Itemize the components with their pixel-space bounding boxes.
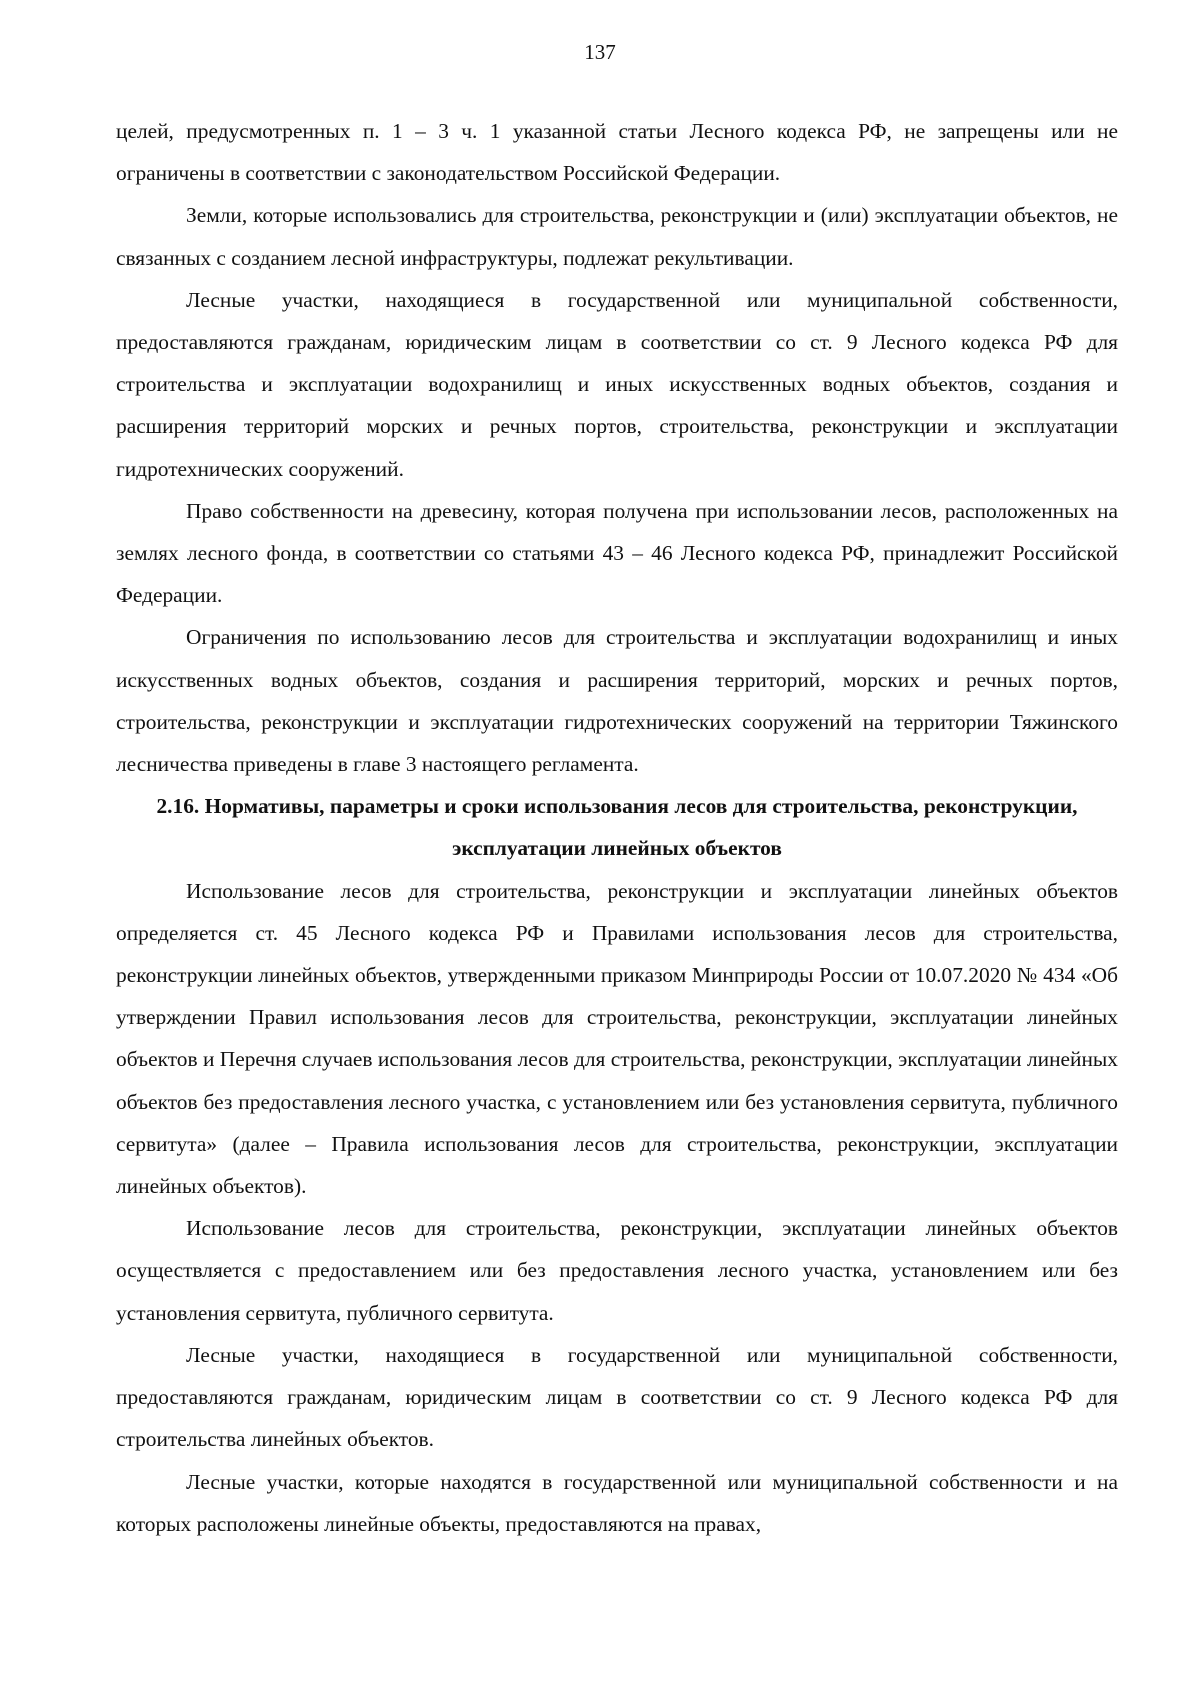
paragraph: Право собственности на древесину, которая получена при использовании лесов, расположенных на землях лесного фонда, в соответствии со статьями 43 – 46 Лесного кодекса РФ, принадлежит Российской Федерации. bbox=[116, 498, 1118, 608]
paragraph: Лесные участки, которые находятся в государственной или муниципальной собственности и на которых расположены линейные объекты, предоставляются на правах, bbox=[116, 1469, 1118, 1536]
paragraph: Лесные участки, находящиеся в государственной или муниципальной собственности, предоставляются гражданам, юридическим лицам в соответствии со ст. 9 Лесного кодекса РФ для строительства и эксплуатации водохранилищ и иных искусственных водных объектов, создания и расширения территорий морских и речных портов, строительства, реконструкции и эксплуатации гидротехнических сооружений. bbox=[116, 287, 1118, 481]
document-body bbox=[116, 110, 1118, 1545]
page-number: 137 bbox=[584, 40, 616, 64]
paragraph: Земли, которые использовались для строительства, реконструкции и (или) эксплуатации объектов, не связанных с созданием лесной инфраструктуры, подлежат рекультивации. bbox=[116, 203, 1118, 270]
paragraph: Использование лесов для строительства, реконструкции, эксплуатации линейных объектов осуществляется с предоставлением или без предоставления лесного участка, установлением или без установления сервитута, публичного сервитута. bbox=[116, 1216, 1118, 1325]
paragraph: Лесные участки, находящиеся в государственной или муниципальной собственности, предоставляются гражданам, юридическим лицам в соответствии со ст. 9 Лесного кодекса РФ для строительства линейных объектов. bbox=[116, 1342, 1118, 1452]
paragraph: целей, предусмотренных п. 1 – 3 ч. 1 указанной статьи Лесного кодекса РФ, не запрещены или не ограничены в соответствии с законодательством Российской Федерации. bbox=[116, 119, 1118, 186]
paragraph: Использование лесов для строительства, реконструкции и эксплуатации линейных объектов определяется ст. 45 Лесного кодекса РФ и Правилами использования лесов для строительства, реконструкции линейных объектов, утвержденными приказом Минприроды России от 10.07.2020 № 434 «Об утверждении Правил использования лесов для строительства, реконструкции, эксплуатации линейных объектов и Перечня случаев использования лесов для строительства, реконструкции, эксплуатации линейных объектов без предоставления лесного участка, с установлением или без установления сервитута, публичного сервитута» (далее – Правила использования лесов для строительства, реконструкции, эксплуатации линейных объектов). bbox=[116, 878, 1118, 1199]
section-heading: 2.16. Нормативы, параметры и сроки использования лесов для строительства, реконструкции, эксплуатации линейных объектов bbox=[156, 794, 1078, 861]
paragraph: Ограничения по использованию лесов для строительства и эксплуатации водохранилищ и иных искусственных водных объектов, создания и расширения территорий, морских и речных портов, строительства, реконструкции и эксплуатации гидротехнических сооружений на территории Тяжинского лесничества приведены в главе 3 настоящего регламента. bbox=[116, 625, 1118, 777]
